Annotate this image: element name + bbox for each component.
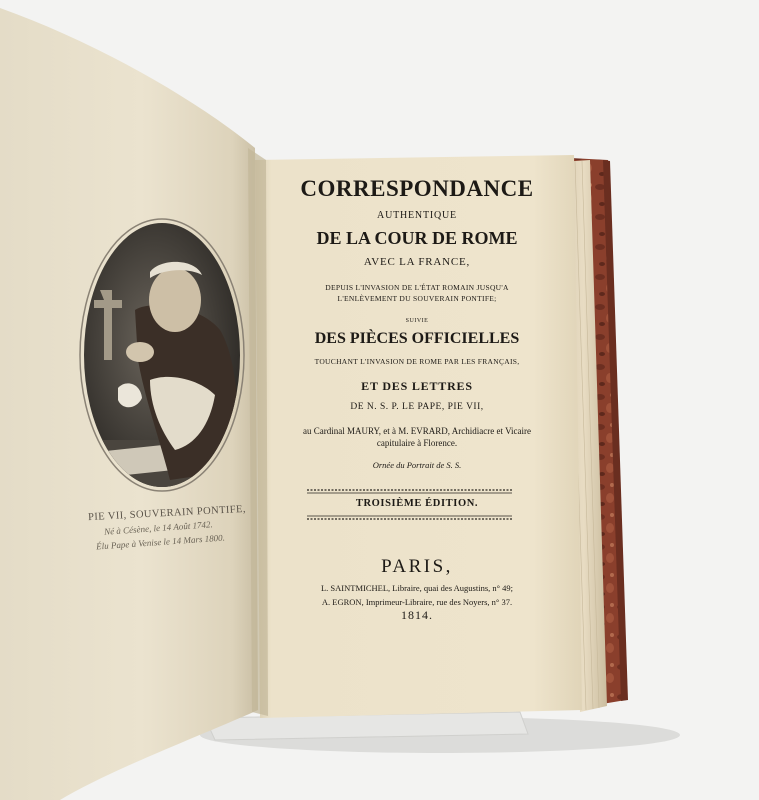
portrait-caption: PIE VII, SOUVERAIN PONTIFE, [87, 503, 247, 524]
title-cour-de-rome: DE LA COUR DE ROME [316, 228, 518, 248]
imprint-publisher-2: A. EGRON, Imprimeur-Libraire, rue des Noyers, n° 37. [321, 597, 513, 607]
title-authentique: AUTHENTIQUE [377, 210, 457, 221]
imprint-year: 1814. [401, 608, 433, 622]
title-pieces-officielles: DES PIÈCES OFFICIELLES [314, 330, 520, 347]
title-depuis-line1: DEPUIS L'INVASION DE L'ÉTAT ROMAIN JUSQU'A [325, 283, 509, 292]
title-cardinal-line1: au Cardinal MAURY, et à M. EVRARD, Archidiacre et Vicaire [302, 426, 532, 436]
handwritten-note-2: Élu Pape à Venise le 14 Mars 1800. [95, 532, 226, 552]
title-et-des-lettres: ET DES LETTRES [361, 379, 473, 393]
title-cardinal-line2: capitulaire à Florence. [376, 438, 458, 448]
title-nsp-pie-vii: DE N. S. P. LE PAPE, PIE VII, [350, 402, 484, 412]
title-avec-la-france: AVEC LA FRANCE, [363, 256, 471, 268]
title-touchant: TOUCHANT L'INVASION DE ROME PAR LES FRANÇAIS, [314, 357, 520, 366]
title-correspondance: CORRESPONDANCE [300, 176, 534, 201]
imprint-publisher-1: L. SAINTMICHEL, Libraire, quai des Augustins, n° 49; [320, 583, 514, 593]
title-edition: TROISIÈME ÉDITION. [355, 498, 479, 509]
imprint-city: PARIS, [381, 556, 453, 577]
title-ornee-portrait: Ornée du Portrait de S. S. [372, 460, 462, 470]
title-depuis-line2: L'ENLÈVEMENT DU SOUVERAIN PONTIFE; [337, 294, 497, 303]
handwritten-note-1: Né à Césène, le 14 Août 1742. [103, 519, 214, 537]
title-suivie: SUIVIE [405, 318, 429, 324]
